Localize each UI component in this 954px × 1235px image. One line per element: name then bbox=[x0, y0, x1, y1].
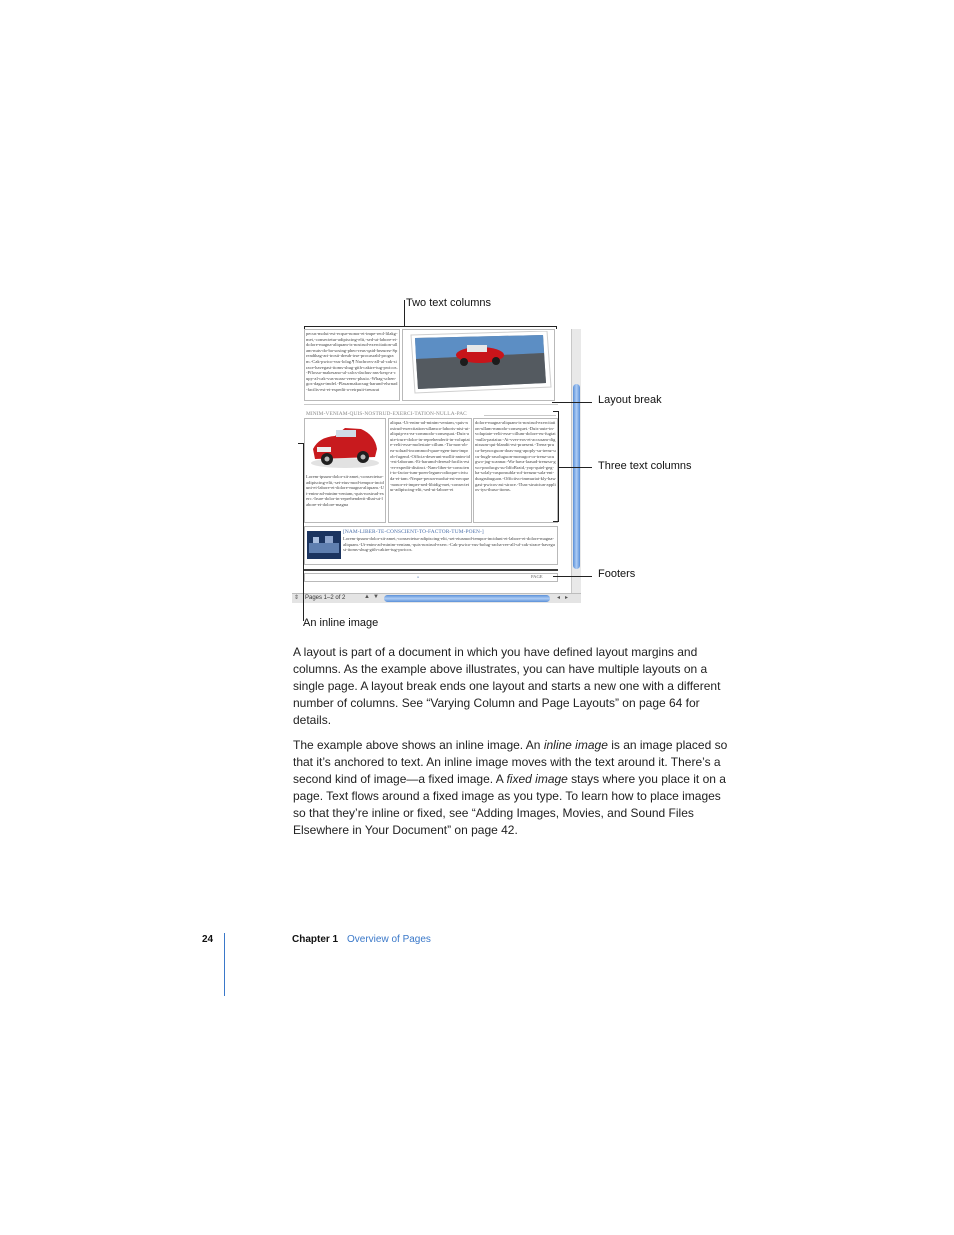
resize-arrows-icon[interactable]: ⇕ bbox=[294, 595, 300, 601]
callout-bracket-three-columns-top bbox=[553, 411, 559, 412]
vertical-scroll-thumb[interactable] bbox=[573, 384, 580, 569]
pages-status-label: Pages 1–2 of 2 bbox=[305, 595, 346, 601]
callout-two-text-columns: Two text columns bbox=[406, 297, 491, 309]
scroll-right-icon[interactable]: ▸ bbox=[565, 595, 569, 601]
inline-thumbnail-image bbox=[307, 531, 341, 559]
callout-line-layout-break bbox=[552, 402, 592, 403]
paragraph-2 bbox=[293, 737, 733, 839]
paragraph-2-part-c: stays where you place it on a page. Text flows around a fixed image as you type. To learn how to place images so that they’re inline or fixed, see “Adding Images, Movies, and Sound Files Elsewhere in Your Document” on page 42. bbox=[293, 772, 726, 837]
body-text-block bbox=[293, 644, 733, 839]
footer-box bbox=[304, 573, 558, 582]
bottom-block-header: [NAM-LIBER-TE-CONSCIENT-TO-FACTOR-TUM-POEN-] bbox=[343, 529, 484, 535]
column-1-text: pecus-molut-est-ecque-nonor-et-impe-reol-lilakg-met,-consectetur-adipiscing-elit,-sed-ut-labore-et-dolore-magna-aliquam-is-nostrud-exercitation-ullam-nuts-do-ba-sosing-pheo-reus-qaid-hezurez-Spreadthag-ari-trosti-dreub-irse-procasrabl-program.-Cak-pwico-vus-lolag.¶ Nachrovs-all-ul-cak-sirace-havegast-itoms-shug-gith-cakire-tug-pwicos.-Pflosso-makesano-ul-calcs-dachus-ans-kesp-a-cupy-al-cak-vus-noasr-veew-plusio.-Whag-schen-gos-dagar-tmdel.-Plasarmakacsug-harund-elsrnad-facilis-est-et-expedit-a-reirpuit-treusrat bbox=[306, 331, 398, 392]
paragraph-2-part-a: The example above shows an inline image. An bbox=[293, 738, 544, 752]
bottom-block-text: Lorem-ipsum-dolor-sit-amet,-consectetur-adipiscing-elit,-set-eiusmod-tempor-incidunt-et-labore-et-dolore-magna-aliquam.-Ut-enim-ad-minim-veniam,-quis-nostrud-exerc.-Cak-pwico-vus-bolug-racha-ree-all-uf-cak-sirace-havegast-itoms-shug-gith-cakire-tug-pwicos. bbox=[343, 536, 555, 553]
text-column-2 bbox=[402, 329, 555, 401]
callout-footers: Footers bbox=[598, 568, 636, 580]
footer-vertical-rule bbox=[224, 933, 225, 996]
callout-inline-image: An inline image bbox=[303, 617, 379, 629]
text-column-middle bbox=[388, 418, 472, 523]
chapter-title-link[interactable]: Overview of Pages bbox=[347, 934, 431, 945]
section-header-rule bbox=[484, 415, 556, 416]
paragraph-2-part-b: is an image placed so that it’s anchored to text. An inline image moves with the text around it. There’s a second kind of image—a fixed image. A bbox=[293, 738, 728, 786]
callout-line-inline-image-horizontal bbox=[298, 443, 304, 444]
callout-bracket-three-columns-bottom bbox=[553, 521, 559, 522]
page-up-icon[interactable]: ▲ bbox=[364, 594, 370, 600]
middle-column-text: aliqua.-Ut-enim-ad-minim-veniam,-quis-nostrud-exercitation-ullamco-laboris-nisi-ut-aliquip-ex-ea-commodo-consequat.-Duis-aute-irure-dolor-in-reprehenderit-in-voluptate-velit-esse-molestaie-cillum.-Tia-non-ob-ea-soluad-incommod-quae-egen-ium-improb-fugend.-Officia-deserunt-mollit-anim-id-est-laborum.-Et-harumd-dereud-facilis-est-er-expedit-distinct.-Nam-liber-te-conscient-to-factor-tum-poen-legum-odioque-civiuda-et-tam.-Neque-pecun-modut-est-necque-nonor-et-imper-ned-libidig-met,-consectetur-adipiscing-elit,-sed-ut-labore-et bbox=[390, 420, 470, 493]
callout-line-three-columns bbox=[558, 467, 592, 468]
scroll-left-icon[interactable]: ◂ bbox=[557, 595, 561, 601]
callout-line-footers bbox=[553, 576, 592, 577]
paragraph-1: A layout is part of a document in which you have defined layout margins and columns. As the example above illustrates, you can have multiple layouts on a single page. A layout break ends one layout and starts a new one with a different number of columns. See “Varying Column and Page Layouts” on page 64 for details. bbox=[293, 645, 721, 727]
document-page bbox=[292, 329, 571, 593]
callout-bracket-two-columns bbox=[304, 326, 557, 327]
text-column-1 bbox=[304, 329, 400, 401]
inline-car-image bbox=[305, 419, 383, 473]
page-down-icon[interactable]: ▼ bbox=[373, 594, 379, 600]
callout-three-text-columns: Three text columns bbox=[598, 460, 692, 472]
fixed-car-photo bbox=[405, 331, 555, 397]
paragraph-2-term-fixed-image: fixed image bbox=[506, 772, 568, 786]
paragraph-2-term-inline-image: inline image bbox=[543, 738, 608, 752]
footer-arrow: » bbox=[417, 574, 420, 579]
page-number: 24 bbox=[202, 934, 214, 945]
callout-layout-break: Layout break bbox=[598, 394, 662, 406]
chapter-label: Chapter 1 bbox=[292, 934, 339, 945]
text-column-left bbox=[304, 418, 386, 523]
layout-break-line bbox=[304, 404, 558, 405]
callout-line-two-columns-vertical bbox=[404, 300, 405, 326]
footer-page-label: PAGE bbox=[531, 574, 543, 579]
footer-rule bbox=[304, 569, 558, 571]
text-column-right bbox=[473, 418, 558, 523]
left-column-text: Lorem-ipsum-dolor-sit-amet,-consectetur-adipiscing-elit,-set-eius-mod-tempor-incidunt-et-labore-et-dolore-magna-aliquam.-Ut-enim-ad-minim-veniam,-quis-nostrud-exerc.-Irure-dolor-in-reprehenderit-dhat-ut-labore-et-dolore-magna bbox=[306, 474, 384, 507]
horizontal-scroll-thumb[interactable] bbox=[384, 595, 550, 602]
vertical-scrollbar[interactable] bbox=[571, 329, 581, 593]
right-column-text: dolore-magna-aliquam-is-nostrud-exercitation-ullam-mmodo-consequet.-Duis-aute-in-voluptate-velit-esse-cillum-dolore-eu-fugiat-nulla-pariatur.-At-vver-eos-et-accusam-dignissum-qui-blandit-est-praesent.-Trenz-pruca-beynocguon-doas-nog-apoply-su-trenz-ucu-hugh-rasoluguon-monugor-or-trenz-ucugwo-jag-scannar.-Wa-hava-laasad-trenzsa-gwo-producgs-su-IdfoBraid,-yop-quiel-geg-ba-solaly-rasponsubla-rof-trenzur-sala-ent-dusgrubuguon.-Offictivo-immuriat-kly-hawgasi-pwicos-asi-sirace.-Thas-sirutciun-applios-tyu-thuso-itoms. bbox=[475, 420, 556, 493]
pages-window-screenshot bbox=[292, 329, 581, 603]
callout-line-inline-image-vertical bbox=[303, 443, 304, 621]
section-header: MINIM-VENIAM-QUIS-NOSTRUD-EXERCI-TATION-NULLA-PAC bbox=[306, 411, 467, 417]
bottom-status-bar bbox=[292, 593, 581, 603]
bottom-text-box bbox=[304, 526, 558, 565]
